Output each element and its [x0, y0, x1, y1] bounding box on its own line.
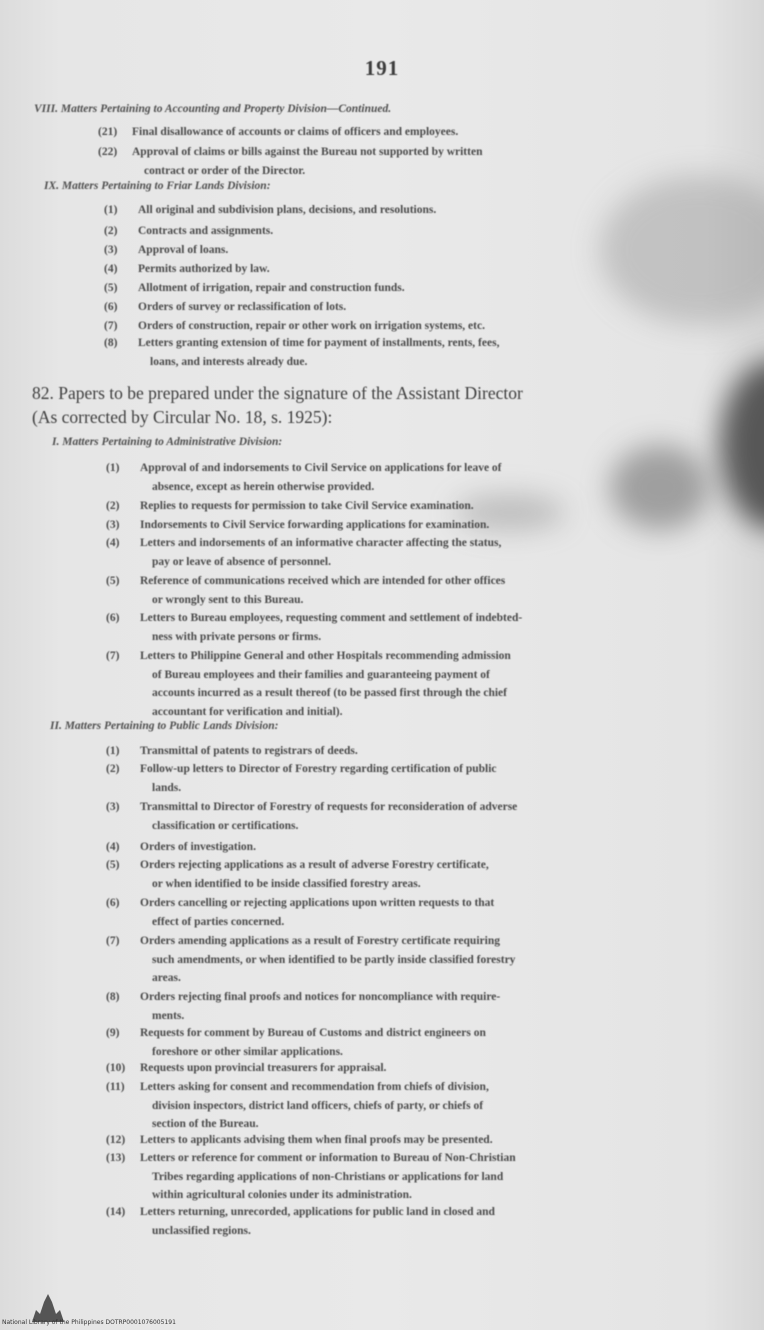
item-text-line: Approval of and indorsements to Civil Service on applications for leave of	[140, 462, 502, 474]
item-text-line: or wrongly sent to this Bureau.	[152, 593, 304, 606]
item-text	[138, 201, 436, 220]
item-text-line: Letters granting extension of time for payment of installments, rents, fees,	[138, 337, 500, 349]
item-text	[140, 1059, 386, 1078]
item-text-line: loans, and interests already due.	[150, 355, 308, 368]
item-number: (4)	[104, 263, 118, 275]
item-text	[140, 760, 497, 797]
item-number: (10)	[106, 1062, 126, 1074]
footer-caption: National Library of the Philippines DOTRP0001076005191	[2, 1319, 176, 1326]
item-text-line: Orders of investigation.	[140, 841, 256, 853]
item-text	[140, 572, 505, 609]
item-text-line: Reference of communications received which are intended for other offices	[140, 575, 506, 587]
item-text	[140, 609, 522, 646]
item-text	[140, 647, 511, 721]
section-ii-title: II. Matters Pertaining to Public Lands Division:	[50, 720, 279, 732]
item-text	[140, 894, 494, 931]
item-text-line: Orders rejecting applications as a result of adverse Forestry certificate,	[140, 859, 489, 871]
item-text-line: Tribes regarding applications of non-Christians or applications for land	[152, 1170, 504, 1183]
item-number: (3)	[106, 519, 120, 531]
item-text-line: Requests for comment by Bureau of Customs and district engineers on	[140, 1027, 486, 1039]
item-text	[140, 516, 489, 535]
item-number: (7)	[106, 650, 120, 662]
item-text	[140, 534, 501, 571]
item-text	[140, 798, 517, 835]
item-text-line: contract or order of the Director.	[144, 164, 306, 177]
item-text-line: such amendments, or when identified to be partly inside classified forestry	[152, 953, 516, 966]
item-text	[138, 298, 346, 317]
item-number: (5)	[104, 282, 118, 294]
item-text-line: pay or leave of absence of personnel.	[152, 555, 331, 568]
item-number: (12)	[106, 1134, 126, 1146]
item-number: (2)	[106, 500, 120, 512]
item-text-line: All original and subdivision plans, decisions, and resolutions.	[138, 204, 437, 216]
item-number: (4)	[106, 841, 120, 853]
item-number: (22)	[98, 146, 118, 158]
item-text	[138, 334, 499, 371]
item-text-line: Approval of loans.	[138, 244, 229, 256]
page-number: 191	[364, 56, 400, 80]
item-number: (3)	[104, 244, 118, 256]
item-text-line: Letters and indorsements of an informative character affecting the status,	[140, 537, 502, 549]
item-text-line: Final disallowance of accounts or claims of officers and employees.	[132, 126, 459, 138]
item-text	[140, 988, 500, 1025]
item-number: (1)	[104, 204, 118, 216]
item-text-line: foreshore or other similar applications.	[152, 1045, 343, 1058]
item-text-line: division inspectors, district land officers, chiefs of party, or chiefs of	[152, 1099, 484, 1112]
item-number: (4)	[106, 537, 120, 549]
item-text-line: section of the Bureau.	[152, 1118, 259, 1130]
item-text-line: Transmittal of patents to registrars of deeds.	[140, 745, 358, 757]
item-text-line: Orders of survey or reclassification of lots.	[138, 301, 347, 313]
item-text-line: Orders rejecting final proofs and notices for noncompliance with require-	[140, 991, 501, 1003]
item-text-line: Indorsements to Civil Service forwarding applications for examination.	[140, 519, 490, 531]
item-number: (5)	[106, 859, 120, 871]
item-text-line: of Bureau employees and their families and guaranteeing payment of	[152, 668, 490, 681]
item-text-line: accounts incurred as a result thereof (to be passed first through the chief	[152, 687, 507, 699]
item-number: (1)	[106, 462, 120, 474]
ink-smudge-middle	[610, 445, 710, 530]
item-text	[132, 123, 458, 142]
item-number: (3)	[106, 801, 120, 813]
item-text-line: accountant for verification and initial).	[152, 705, 343, 718]
library-logo-icon	[30, 1292, 66, 1322]
item-text	[140, 1131, 493, 1150]
item-text-line: Follow-up letters to Director of Forestry regarding certification of public	[140, 763, 497, 775]
item-number: (11)	[106, 1081, 125, 1093]
item-number: (5)	[106, 575, 120, 587]
item-text-line: Letters or reference for comment or information to Bureau of Non-Christian	[140, 1152, 516, 1164]
item-text-line: classification or certifications.	[152, 819, 299, 832]
item-text	[140, 856, 489, 893]
ink-smudge-right	[720, 360, 764, 530]
item-text-line: Approval of claims or bills against the Bureau not supported by written	[132, 146, 483, 158]
ink-smudge-top	[600, 175, 764, 325]
item-text-line: Contracts and assignments.	[138, 225, 274, 237]
item-number: (7)	[104, 320, 118, 332]
item-text-line: lands.	[152, 781, 182, 794]
section-viii-continued-title: VIII. Matters Pertaining to Accounting and Property Division—Continued.	[34, 103, 392, 115]
item-number: (6)	[104, 301, 118, 313]
item-text-line: Permits authorized by law.	[138, 263, 270, 275]
item-text-line: Letters to applicants advising them when final proofs may be presented.	[140, 1134, 493, 1146]
item-text-line: Letters returning, unrecorded, applications for public land in closed and	[140, 1206, 495, 1218]
item-number: (21)	[98, 126, 118, 138]
item-number: (8)	[106, 991, 120, 1003]
item-text-line: Letters asking for consent and recommendation from chiefs of division,	[140, 1081, 489, 1093]
item-text	[140, 1203, 495, 1240]
item-text-line: Replies to requests for permission to take Civil Service examination.	[140, 500, 474, 512]
item-text-line: effect of parties concerned.	[152, 915, 285, 928]
item-text-line: Orders of construction, repair or other work on irrigation systems, etc.	[138, 320, 485, 332]
item-text-line: Orders amending applications as a result of Forestry certificate requiring	[140, 935, 500, 947]
item-number: (8)	[104, 337, 118, 349]
paragraph-82-line-2: (As corrected by Circular No. 18, s. 1925):	[32, 407, 333, 427]
item-text-line: absence, except as herein otherwise provided.	[152, 480, 375, 493]
item-text-line: areas.	[152, 972, 181, 984]
item-text-line: Allotment of irrigation, repair and construction funds.	[138, 282, 405, 294]
section-ix-title: IX. Matters Pertaining to Friar Lands Division:	[44, 180, 271, 192]
item-text	[140, 1149, 516, 1205]
item-text-line: ness with private persons or firms.	[152, 630, 322, 643]
item-text-line: Transmittal to Director of Forestry of requests for reconsideration of adverse	[140, 801, 518, 813]
item-text-line: Letters to Bureau employees, requesting comment and settlement of indebted-	[140, 612, 523, 624]
item-text	[140, 497, 474, 516]
item-number: (2)	[106, 763, 120, 775]
item-number: (2)	[104, 225, 118, 237]
item-text-line: ments.	[152, 1009, 185, 1022]
item-number: (13)	[106, 1152, 126, 1164]
item-text	[138, 260, 270, 279]
item-number: (14)	[106, 1206, 126, 1218]
item-text-line: Requests upon provincial treasurers for appraisal.	[140, 1062, 387, 1074]
item-text	[140, 1024, 486, 1061]
item-text-line: unclassified regions.	[152, 1224, 251, 1237]
item-text-line: Orders cancelling or rejecting applications upon written requests to that	[140, 897, 495, 909]
item-number: (1)	[106, 745, 120, 757]
item-text	[138, 222, 273, 241]
item-number: (6)	[106, 612, 120, 624]
item-number: (6)	[106, 897, 120, 909]
item-text	[140, 1078, 489, 1134]
item-text	[132, 143, 482, 180]
item-text	[140, 742, 358, 761]
item-text	[138, 317, 485, 336]
item-number: (7)	[106, 935, 120, 947]
item-text	[140, 838, 256, 857]
paragraph-82-heading	[32, 381, 523, 429]
paragraph-82-line-1: 82. Papers to be prepared under the signature of the Assistant Director	[32, 383, 523, 403]
item-text	[138, 279, 405, 298]
item-text-line: or when identified to be inside classified forestry areas.	[152, 877, 421, 890]
item-text	[140, 932, 515, 988]
item-text-line: within agricultural colonies under its administration.	[152, 1189, 412, 1201]
item-text-line: Letters to Philippine General and other Hospitals recommending admission	[140, 650, 511, 662]
item-text	[140, 459, 502, 496]
item-text	[138, 241, 228, 260]
item-number: (9)	[106, 1027, 120, 1039]
section-i-title: I. Matters Pertaining to Administrative Division:	[52, 436, 283, 448]
